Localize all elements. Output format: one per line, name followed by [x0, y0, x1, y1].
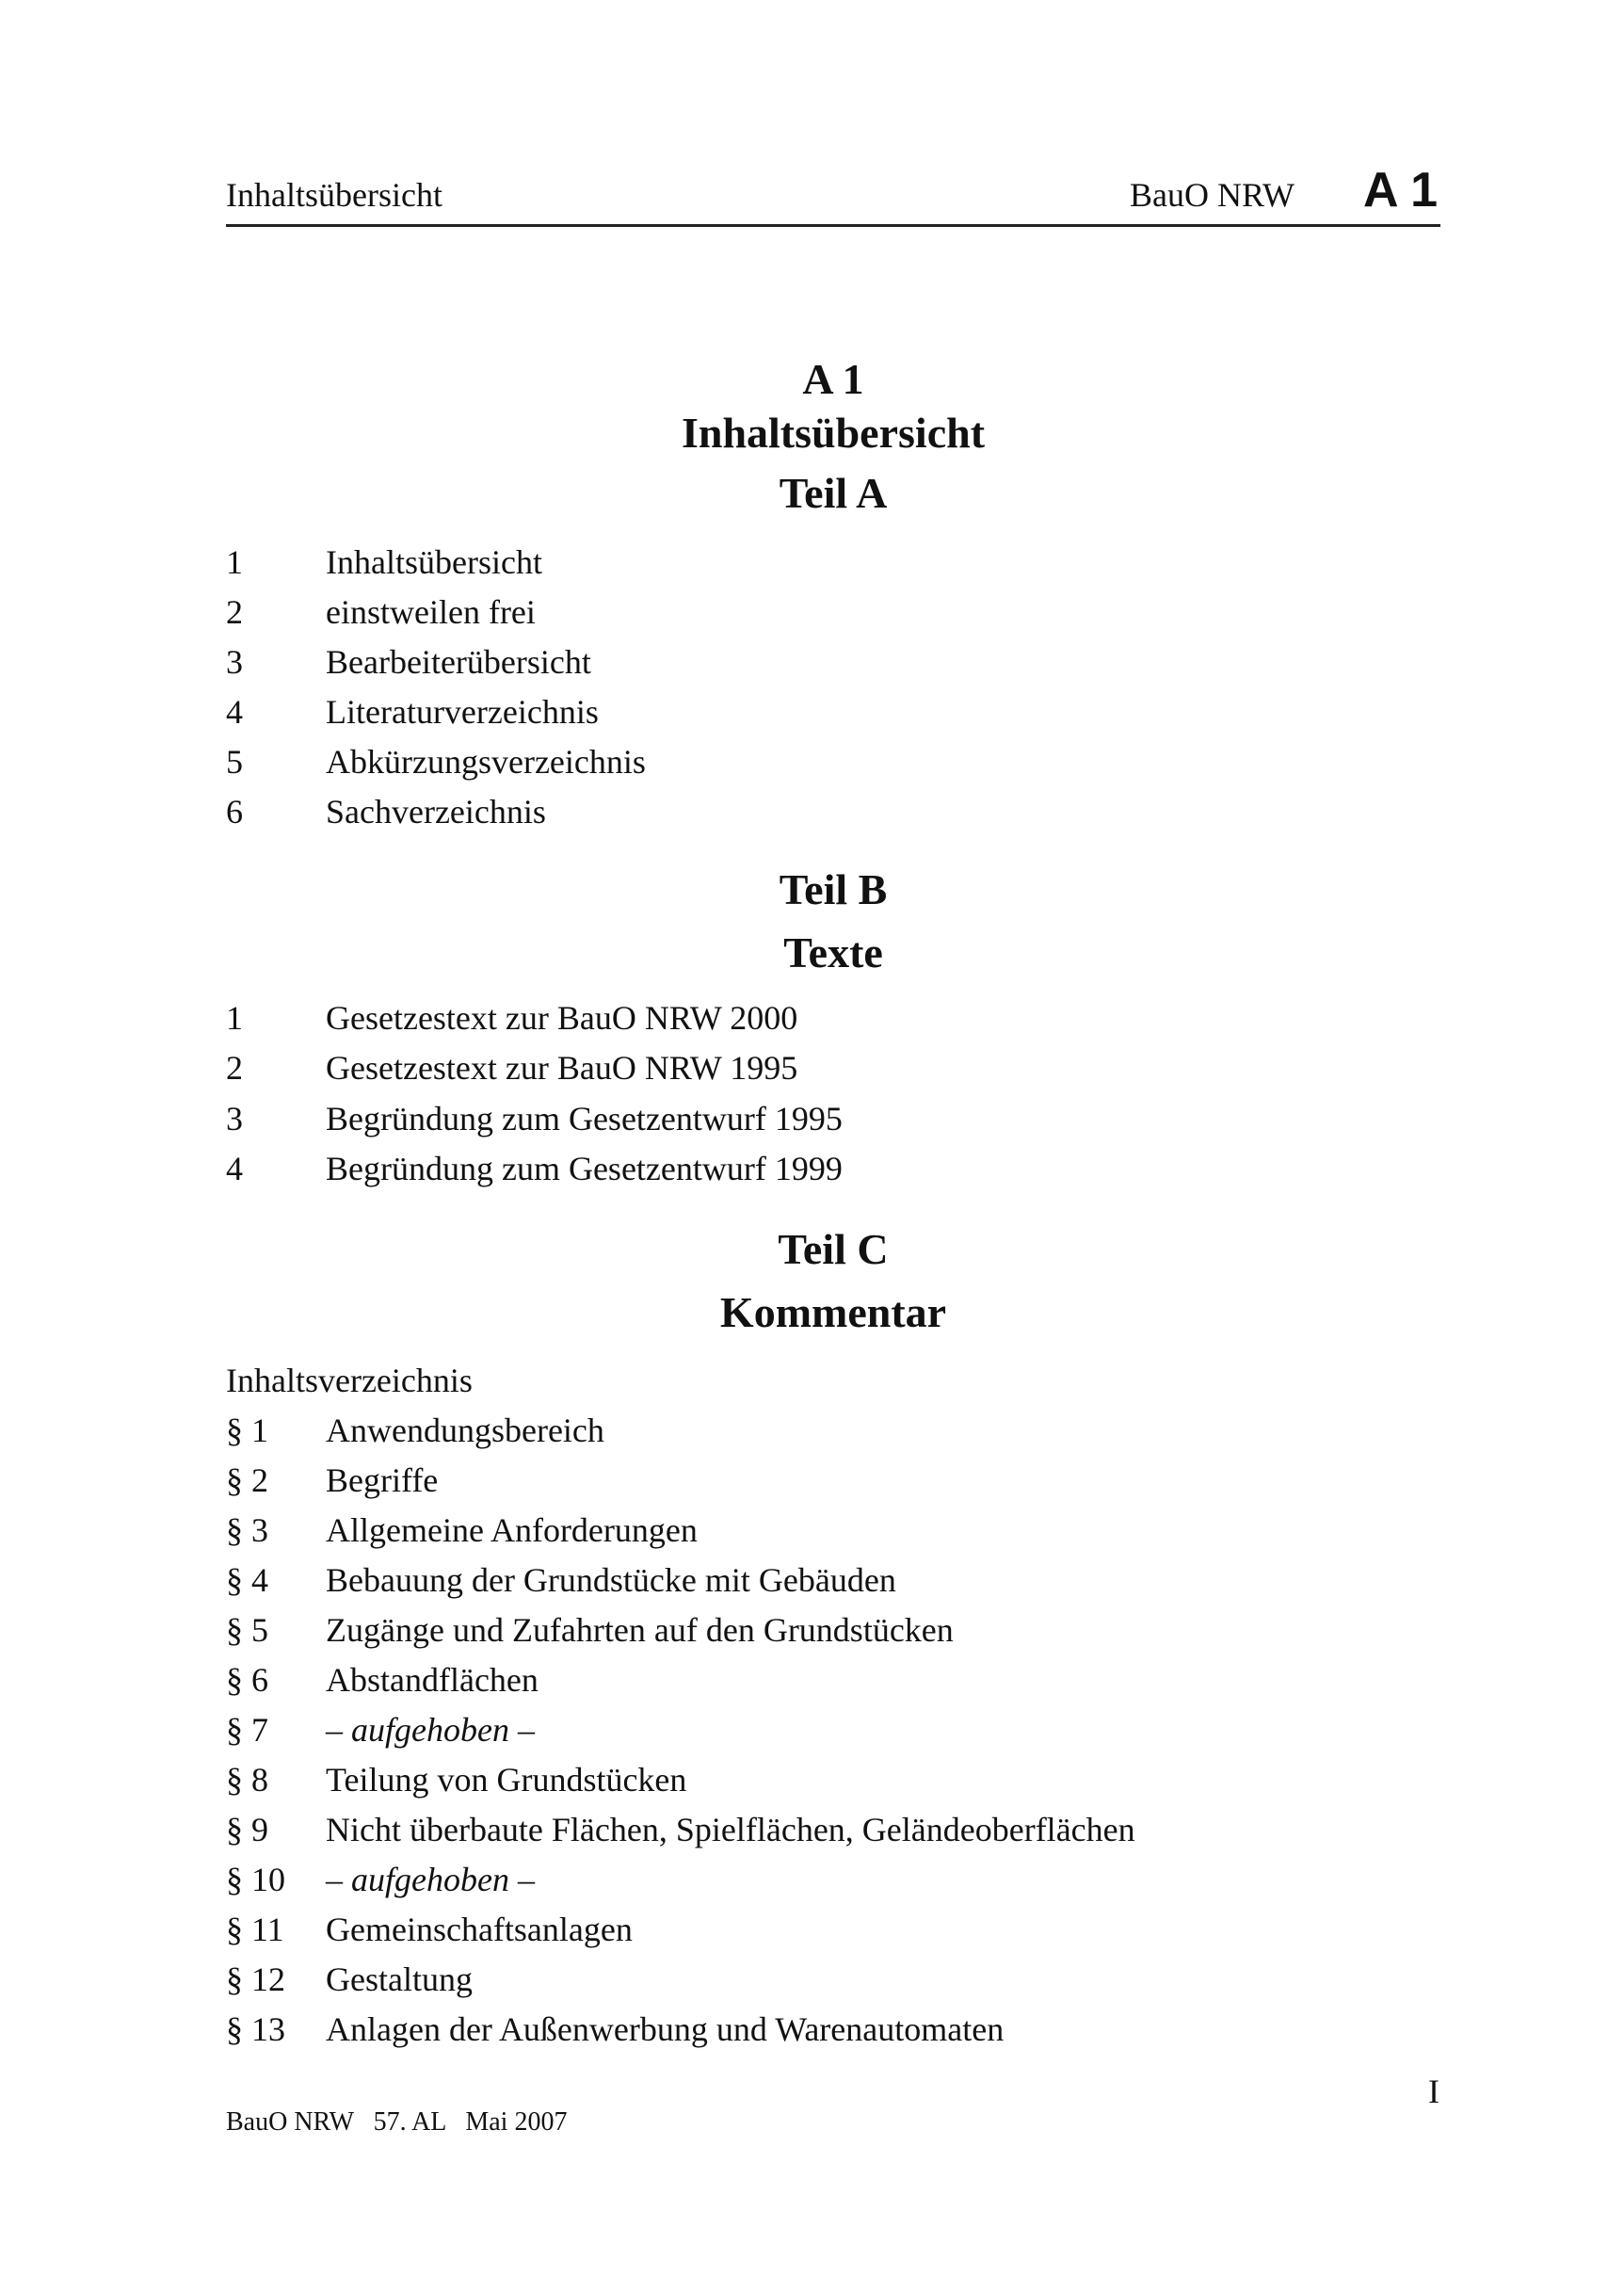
toc-entry-title: Gemeinschaftsanlagen — [326, 1911, 633, 1948]
toc-entry-number: § 11 — [226, 1911, 284, 1948]
toc-entry-title: Abkürzungsverzeichnis — [326, 743, 646, 781]
toc-entry-number: 2 — [226, 1049, 243, 1088]
toc-entry-number: § 1 — [226, 1412, 268, 1449]
toc-entry-number: 4 — [226, 1149, 243, 1187]
toc-entry-title: – aufgehoben – — [326, 1861, 535, 1898]
toc-entry-title: Bebauung der Grundstücke mit Gebäuden — [326, 1561, 896, 1599]
footer — [226, 2107, 567, 2138]
toc-entry-number: 3 — [226, 643, 243, 681]
footer-date: Mai 2007 — [465, 2107, 568, 2137]
toc-entry-title: Bearbeiterübersicht — [326, 643, 591, 681]
teil-b-heading: Teil B — [779, 865, 888, 913]
toc-entry-title: Begründung zum Gesetzentwurf 1999 — [326, 1149, 843, 1187]
running-header-code: A 1 — [1363, 163, 1438, 218]
toc-entry-number: 5 — [226, 743, 243, 781]
toc-entry-title: Abstandflächen — [326, 1661, 539, 1699]
toc-entry-number: § 2 — [226, 1461, 268, 1499]
toc-entry-title: – aufgehoben – — [326, 1711, 535, 1749]
toc-entry-number: § 8 — [226, 1761, 268, 1799]
toc-entry-number: 1 — [226, 999, 243, 1037]
toc-entry-title: Inhaltsübersicht — [326, 543, 542, 581]
header-rule — [226, 224, 1440, 227]
toc-entry-number: 3 — [226, 1099, 243, 1137]
toc-entry-title: einstweilen frei — [326, 593, 536, 631]
title-code: A 1 — [802, 355, 864, 403]
toc-entry-number: § 5 — [226, 1611, 268, 1649]
toc-entry-number: 1 — [226, 543, 243, 581]
toc-entry-title: Anlagen der Außenwerbung und Warenautomaten — [326, 2010, 1005, 2048]
toc-entry-number: § 12 — [226, 1960, 285, 1998]
toc-entry-title: Allgemeine Anforderungen — [326, 1511, 698, 1549]
page-number: I — [1428, 2073, 1439, 2110]
toc-entry-number: § 6 — [226, 1661, 268, 1699]
teil-c-heading: Teil C — [778, 1225, 889, 1273]
toc-entry-title: Literaturverzeichnis — [326, 693, 599, 731]
footer-edition: 57. AL — [373, 2107, 446, 2137]
teil-b-subheading: Texte — [783, 928, 883, 976]
toc-entry-title: Gesetzestext zur BauO NRW 1995 — [326, 1049, 798, 1088]
teil-c-subheading: Kommentar — [719, 1288, 947, 1336]
toc-entry-title: Anwendungsbereich — [326, 1412, 604, 1449]
toc-entry-number: § 4 — [226, 1561, 268, 1599]
toc-entry-title: Gesetzestext zur BauO NRW 2000 — [326, 999, 798, 1037]
toc-entry-number: § 7 — [226, 1711, 268, 1749]
toc-entry-number: § 3 — [226, 1511, 268, 1549]
toc-entry-title: Zugänge und Zufahrten auf den Grundstücken — [326, 1611, 954, 1649]
toc-entry-number: § 10 — [226, 1861, 285, 1898]
running-header-book: BauO NRW — [1130, 176, 1294, 214]
toc-entry-title: Nicht überbaute Flächen, Spielflächen, Geländeoberflächen — [326, 1811, 1135, 1848]
toc-entry-title: Sachverzeichnis — [326, 793, 546, 831]
footer-book: BauO NRW — [226, 2107, 354, 2137]
toc-entry-number: 4 — [226, 693, 243, 731]
toc-entry-number: § 13 — [226, 2010, 285, 2048]
teil-c-intro: Inhaltsverzeichnis — [226, 1362, 473, 1399]
toc-entry-title: Begründung zum Gesetzentwurf 1995 — [326, 1099, 843, 1137]
toc-entry-title: Teilung von Grundstücken — [326, 1761, 687, 1799]
toc-entry-title: Gestaltung — [326, 1960, 473, 1998]
teil-a-heading: Teil A — [779, 469, 888, 517]
toc-entry-number: 6 — [226, 793, 243, 831]
toc-entry-number: 2 — [226, 593, 243, 631]
page-title: Inhaltsübersicht — [681, 409, 986, 457]
running-header-section: Inhaltsübersicht — [226, 176, 442, 214]
toc-entry-title: Begriffe — [326, 1461, 439, 1499]
toc-entry-number: § 9 — [226, 1811, 268, 1848]
